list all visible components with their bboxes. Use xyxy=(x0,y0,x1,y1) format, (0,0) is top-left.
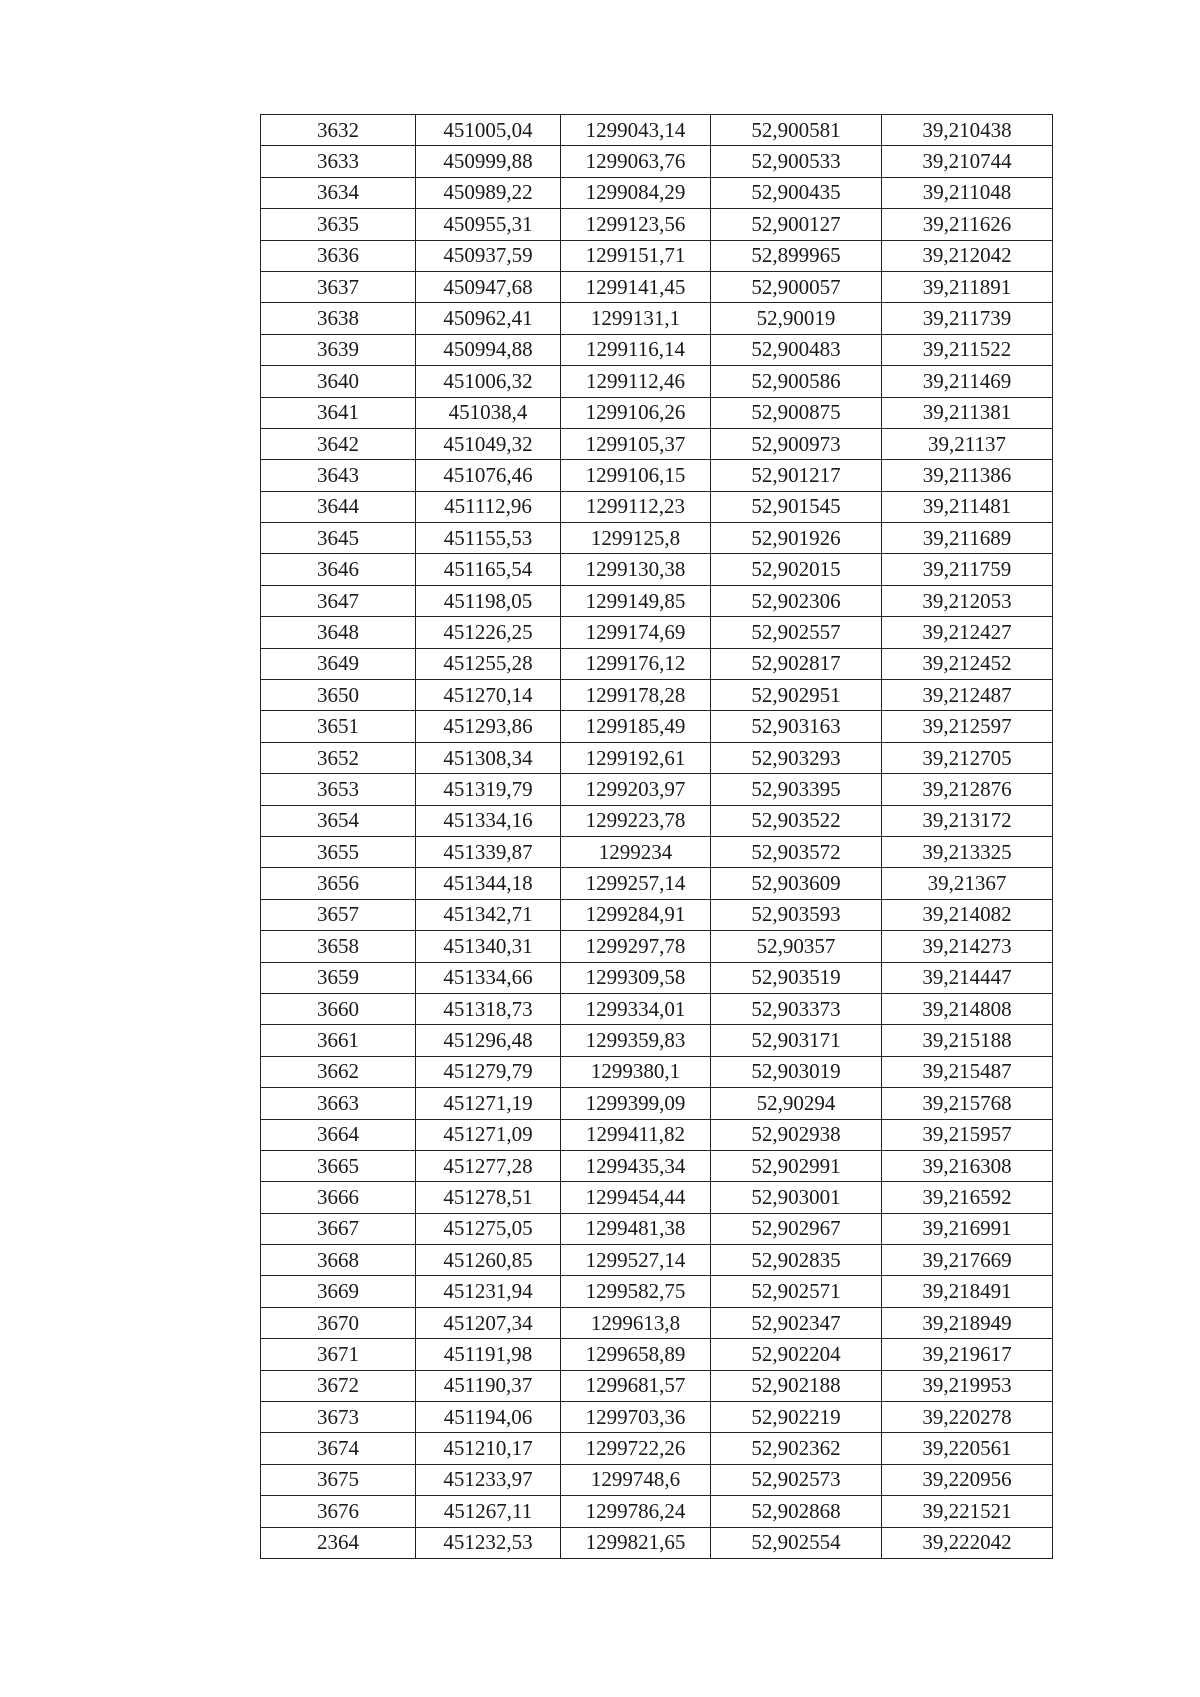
longitude-cell: 39,211386 xyxy=(882,460,1053,491)
latitude-cell: 52,900875 xyxy=(711,397,882,428)
table-row xyxy=(261,334,1053,365)
x-coordinate-cell: 451231,94 xyxy=(416,1276,561,1307)
latitude-cell: 52,902219 xyxy=(711,1402,882,1433)
longitude-cell: 39,21137 xyxy=(882,428,1053,459)
y-coordinate-cell: 1299149,85 xyxy=(561,585,711,616)
y-coordinate-cell: 1299176,12 xyxy=(561,648,711,679)
y-coordinate-cell: 1299309,58 xyxy=(561,962,711,993)
latitude-cell: 52,900581 xyxy=(711,115,882,146)
table-row xyxy=(261,460,1053,491)
point-number-cell: 3658 xyxy=(261,931,416,962)
x-coordinate-cell: 451165,54 xyxy=(416,554,561,585)
longitude-cell: 39,214808 xyxy=(882,993,1053,1024)
point-number-cell: 3649 xyxy=(261,648,416,679)
x-coordinate-cell: 450962,41 xyxy=(416,303,561,334)
latitude-cell: 52,903572 xyxy=(711,836,882,867)
longitude-cell: 39,211689 xyxy=(882,523,1053,554)
longitude-cell: 39,211891 xyxy=(882,271,1053,302)
table-row xyxy=(261,711,1053,742)
table-row xyxy=(261,1245,1053,1276)
latitude-cell: 52,902347 xyxy=(711,1307,882,1338)
x-coordinate-cell: 451005,04 xyxy=(416,115,561,146)
y-coordinate-cell: 1299821,65 xyxy=(561,1527,711,1558)
y-coordinate-cell: 1299234 xyxy=(561,836,711,867)
y-coordinate-cell: 1299284,91 xyxy=(561,899,711,930)
longitude-cell: 39,218491 xyxy=(882,1276,1053,1307)
longitude-cell: 39,212705 xyxy=(882,742,1053,773)
longitude-cell: 39,211626 xyxy=(882,209,1053,240)
point-number-cell: 3652 xyxy=(261,742,416,773)
point-number-cell: 3667 xyxy=(261,1213,416,1244)
point-number-cell: 3659 xyxy=(261,962,416,993)
point-number-cell: 3641 xyxy=(261,397,416,428)
y-coordinate-cell: 1299123,56 xyxy=(561,209,711,240)
longitude-cell: 39,212487 xyxy=(882,680,1053,711)
x-coordinate-cell: 451339,87 xyxy=(416,836,561,867)
point-number-cell: 3657 xyxy=(261,899,416,930)
point-number-cell: 3632 xyxy=(261,115,416,146)
y-coordinate-cell: 1299454,44 xyxy=(561,1182,711,1213)
x-coordinate-cell: 451194,06 xyxy=(416,1402,561,1433)
y-coordinate-cell: 1299582,75 xyxy=(561,1276,711,1307)
x-coordinate-cell: 451006,32 xyxy=(416,366,561,397)
x-coordinate-cell: 451267,11 xyxy=(416,1496,561,1527)
latitude-cell: 52,902573 xyxy=(711,1464,882,1495)
x-coordinate-cell: 451271,19 xyxy=(416,1088,561,1119)
point-number-cell: 3647 xyxy=(261,585,416,616)
point-number-cell: 3645 xyxy=(261,523,416,554)
latitude-cell: 52,900973 xyxy=(711,428,882,459)
point-number-cell: 3671 xyxy=(261,1339,416,1370)
point-number-cell: 3656 xyxy=(261,868,416,899)
longitude-cell: 39,211522 xyxy=(882,334,1053,365)
longitude-cell: 39,21367 xyxy=(882,868,1053,899)
x-coordinate-cell: 451210,17 xyxy=(416,1433,561,1464)
y-coordinate-cell: 1299106,15 xyxy=(561,460,711,491)
x-coordinate-cell: 451207,34 xyxy=(416,1307,561,1338)
latitude-cell: 52,901217 xyxy=(711,460,882,491)
latitude-cell: 52,903171 xyxy=(711,1025,882,1056)
longitude-cell: 39,213172 xyxy=(882,805,1053,836)
point-number-cell: 3636 xyxy=(261,240,416,271)
point-number-cell: 3635 xyxy=(261,209,416,240)
table-row xyxy=(261,554,1053,585)
point-number-cell: 3640 xyxy=(261,366,416,397)
table-row xyxy=(261,648,1053,679)
table-row xyxy=(261,1119,1053,1150)
longitude-cell: 39,216308 xyxy=(882,1150,1053,1181)
longitude-cell: 39,211759 xyxy=(882,554,1053,585)
y-coordinate-cell: 1299105,37 xyxy=(561,428,711,459)
y-coordinate-cell: 1299043,14 xyxy=(561,115,711,146)
y-coordinate-cell: 1299257,14 xyxy=(561,868,711,899)
x-coordinate-cell: 451308,34 xyxy=(416,742,561,773)
x-coordinate-cell: 450999,88 xyxy=(416,146,561,177)
y-coordinate-cell: 1299786,24 xyxy=(561,1496,711,1527)
x-coordinate-cell: 451255,28 xyxy=(416,648,561,679)
y-coordinate-cell: 1299131,1 xyxy=(561,303,711,334)
longitude-cell: 39,220561 xyxy=(882,1433,1053,1464)
y-coordinate-cell: 1299411,82 xyxy=(561,1119,711,1150)
table-row xyxy=(261,1370,1053,1401)
table-row xyxy=(261,523,1053,554)
x-coordinate-cell: 451319,79 xyxy=(416,774,561,805)
latitude-cell: 52,903593 xyxy=(711,899,882,930)
latitude-cell: 52,900483 xyxy=(711,334,882,365)
table-row xyxy=(261,1307,1053,1338)
longitude-cell: 39,210438 xyxy=(882,115,1053,146)
table-row xyxy=(261,1527,1053,1558)
table-row xyxy=(261,428,1053,459)
x-coordinate-cell: 451270,14 xyxy=(416,680,561,711)
x-coordinate-cell: 450994,88 xyxy=(416,334,561,365)
x-coordinate-cell: 451275,05 xyxy=(416,1213,561,1244)
y-coordinate-cell: 1299151,71 xyxy=(561,240,711,271)
point-number-cell: 3637 xyxy=(261,271,416,302)
table-row xyxy=(261,209,1053,240)
x-coordinate-cell: 450947,68 xyxy=(416,271,561,302)
y-coordinate-cell: 1299116,14 xyxy=(561,334,711,365)
latitude-cell: 52,903519 xyxy=(711,962,882,993)
point-number-cell: 3675 xyxy=(261,1464,416,1495)
x-coordinate-cell: 451190,37 xyxy=(416,1370,561,1401)
latitude-cell: 52,902571 xyxy=(711,1276,882,1307)
table-row xyxy=(261,993,1053,1024)
longitude-cell: 39,211381 xyxy=(882,397,1053,428)
longitude-cell: 39,214447 xyxy=(882,962,1053,993)
latitude-cell: 52,90294 xyxy=(711,1088,882,1119)
x-coordinate-cell: 451155,53 xyxy=(416,523,561,554)
latitude-cell: 52,902951 xyxy=(711,680,882,711)
y-coordinate-cell: 1299125,8 xyxy=(561,523,711,554)
y-coordinate-cell: 1299359,83 xyxy=(561,1025,711,1056)
point-number-cell: 3642 xyxy=(261,428,416,459)
latitude-cell: 52,902967 xyxy=(711,1213,882,1244)
table-row xyxy=(261,962,1053,993)
table-row xyxy=(261,1088,1053,1119)
latitude-cell: 52,900586 xyxy=(711,366,882,397)
latitude-cell: 52,901926 xyxy=(711,523,882,554)
longitude-cell: 39,211739 xyxy=(882,303,1053,334)
point-number-cell: 2364 xyxy=(261,1527,416,1558)
y-coordinate-cell: 1299203,97 xyxy=(561,774,711,805)
y-coordinate-cell: 1299112,23 xyxy=(561,491,711,522)
y-coordinate-cell: 1299297,78 xyxy=(561,931,711,962)
table-row xyxy=(261,1402,1053,1433)
table-row xyxy=(261,742,1053,773)
point-number-cell: 3643 xyxy=(261,460,416,491)
y-coordinate-cell: 1299722,26 xyxy=(561,1433,711,1464)
y-coordinate-cell: 1299192,61 xyxy=(561,742,711,773)
latitude-cell: 52,903522 xyxy=(711,805,882,836)
latitude-cell: 52,900127 xyxy=(711,209,882,240)
table-row xyxy=(261,303,1053,334)
longitude-cell: 39,212597 xyxy=(882,711,1053,742)
latitude-cell: 52,902015 xyxy=(711,554,882,585)
latitude-cell: 52,902204 xyxy=(711,1339,882,1370)
y-coordinate-cell: 1299399,09 xyxy=(561,1088,711,1119)
x-coordinate-cell: 451112,96 xyxy=(416,491,561,522)
table-row xyxy=(261,585,1053,616)
table-row xyxy=(261,240,1053,271)
table-row xyxy=(261,491,1053,522)
y-coordinate-cell: 1299141,45 xyxy=(561,271,711,302)
latitude-cell: 52,902306 xyxy=(711,585,882,616)
x-coordinate-cell: 451049,32 xyxy=(416,428,561,459)
longitude-cell: 39,216991 xyxy=(882,1213,1053,1244)
latitude-cell: 52,902554 xyxy=(711,1527,882,1558)
coordinates-table xyxy=(260,114,1053,1559)
latitude-cell: 52,900057 xyxy=(711,271,882,302)
coordinates-table-body xyxy=(261,115,1053,1559)
table-row xyxy=(261,1150,1053,1181)
table-row xyxy=(261,1025,1053,1056)
point-number-cell: 3673 xyxy=(261,1402,416,1433)
longitude-cell: 39,214082 xyxy=(882,899,1053,930)
table-row xyxy=(261,366,1053,397)
table-row xyxy=(261,1433,1053,1464)
latitude-cell: 52,902362 xyxy=(711,1433,882,1464)
table-row xyxy=(261,931,1053,962)
latitude-cell: 52,902991 xyxy=(711,1150,882,1181)
x-coordinate-cell: 451344,18 xyxy=(416,868,561,899)
table-row xyxy=(261,146,1053,177)
point-number-cell: 3633 xyxy=(261,146,416,177)
point-number-cell: 3646 xyxy=(261,554,416,585)
y-coordinate-cell: 1299084,29 xyxy=(561,177,711,208)
table-row xyxy=(261,271,1053,302)
x-coordinate-cell: 450937,59 xyxy=(416,240,561,271)
y-coordinate-cell: 1299334,01 xyxy=(561,993,711,1024)
point-number-cell: 3674 xyxy=(261,1433,416,1464)
table-row xyxy=(261,899,1053,930)
table-row xyxy=(261,1339,1053,1370)
y-coordinate-cell: 1299681,57 xyxy=(561,1370,711,1401)
point-number-cell: 3666 xyxy=(261,1182,416,1213)
longitude-cell: 39,222042 xyxy=(882,1527,1053,1558)
longitude-cell: 39,212427 xyxy=(882,617,1053,648)
x-coordinate-cell: 451340,31 xyxy=(416,931,561,962)
table-row xyxy=(261,805,1053,836)
point-number-cell: 3662 xyxy=(261,1056,416,1087)
latitude-cell: 52,903019 xyxy=(711,1056,882,1087)
y-coordinate-cell: 1299106,26 xyxy=(561,397,711,428)
latitude-cell: 52,902938 xyxy=(711,1119,882,1150)
table-row xyxy=(261,1464,1053,1495)
point-number-cell: 3639 xyxy=(261,334,416,365)
y-coordinate-cell: 1299380,1 xyxy=(561,1056,711,1087)
longitude-cell: 39,215487 xyxy=(882,1056,1053,1087)
table-row xyxy=(261,397,1053,428)
y-coordinate-cell: 1299748,6 xyxy=(561,1464,711,1495)
y-coordinate-cell: 1299223,78 xyxy=(561,805,711,836)
longitude-cell: 39,217669 xyxy=(882,1245,1053,1276)
point-number-cell: 3644 xyxy=(261,491,416,522)
point-number-cell: 3650 xyxy=(261,680,416,711)
latitude-cell: 52,902188 xyxy=(711,1370,882,1401)
latitude-cell: 52,90357 xyxy=(711,931,882,962)
longitude-cell: 39,211048 xyxy=(882,177,1053,208)
x-coordinate-cell: 451277,28 xyxy=(416,1150,561,1181)
x-coordinate-cell: 451198,05 xyxy=(416,585,561,616)
point-number-cell: 3638 xyxy=(261,303,416,334)
y-coordinate-cell: 1299063,76 xyxy=(561,146,711,177)
longitude-cell: 39,211481 xyxy=(882,491,1053,522)
table-row xyxy=(261,774,1053,805)
table-row xyxy=(261,1182,1053,1213)
x-coordinate-cell: 451076,46 xyxy=(416,460,561,491)
y-coordinate-cell: 1299174,69 xyxy=(561,617,711,648)
latitude-cell: 52,901545 xyxy=(711,491,882,522)
x-coordinate-cell: 450989,22 xyxy=(416,177,561,208)
y-coordinate-cell: 1299130,38 xyxy=(561,554,711,585)
point-number-cell: 3670 xyxy=(261,1307,416,1338)
point-number-cell: 3654 xyxy=(261,805,416,836)
longitude-cell: 39,218949 xyxy=(882,1307,1053,1338)
point-number-cell: 3653 xyxy=(261,774,416,805)
table-row xyxy=(261,1213,1053,1244)
y-coordinate-cell: 1299613,8 xyxy=(561,1307,711,1338)
latitude-cell: 52,899965 xyxy=(711,240,882,271)
y-coordinate-cell: 1299703,36 xyxy=(561,1402,711,1433)
point-number-cell: 3665 xyxy=(261,1150,416,1181)
latitude-cell: 52,903395 xyxy=(711,774,882,805)
longitude-cell: 39,215768 xyxy=(882,1088,1053,1119)
latitude-cell: 52,902868 xyxy=(711,1496,882,1527)
latitude-cell: 52,900533 xyxy=(711,146,882,177)
longitude-cell: 39,216592 xyxy=(882,1182,1053,1213)
longitude-cell: 39,221521 xyxy=(882,1496,1053,1527)
x-coordinate-cell: 451038,4 xyxy=(416,397,561,428)
x-coordinate-cell: 451334,16 xyxy=(416,805,561,836)
longitude-cell: 39,212042 xyxy=(882,240,1053,271)
latitude-cell: 52,903293 xyxy=(711,742,882,773)
point-number-cell: 3634 xyxy=(261,177,416,208)
point-number-cell: 3655 xyxy=(261,836,416,867)
latitude-cell: 52,903373 xyxy=(711,993,882,1024)
table-row xyxy=(261,617,1053,648)
x-coordinate-cell: 451318,73 xyxy=(416,993,561,1024)
longitude-cell: 39,219617 xyxy=(882,1339,1053,1370)
longitude-cell: 39,214273 xyxy=(882,931,1053,962)
x-coordinate-cell: 451260,85 xyxy=(416,1245,561,1276)
x-coordinate-cell: 451271,09 xyxy=(416,1119,561,1150)
x-coordinate-cell: 451279,79 xyxy=(416,1056,561,1087)
table-row xyxy=(261,115,1053,146)
point-number-cell: 3664 xyxy=(261,1119,416,1150)
longitude-cell: 39,220278 xyxy=(882,1402,1053,1433)
longitude-cell: 39,213325 xyxy=(882,836,1053,867)
table-row xyxy=(261,1056,1053,1087)
longitude-cell: 39,212053 xyxy=(882,585,1053,616)
point-number-cell: 3672 xyxy=(261,1370,416,1401)
table-row xyxy=(261,1496,1053,1527)
x-coordinate-cell: 451334,66 xyxy=(416,962,561,993)
y-coordinate-cell: 1299185,49 xyxy=(561,711,711,742)
table-row xyxy=(261,836,1053,867)
latitude-cell: 52,903163 xyxy=(711,711,882,742)
latitude-cell: 52,902835 xyxy=(711,1245,882,1276)
latitude-cell: 52,903609 xyxy=(711,868,882,899)
latitude-cell: 52,90019 xyxy=(711,303,882,334)
longitude-cell: 39,215188 xyxy=(882,1025,1053,1056)
point-number-cell: 3660 xyxy=(261,993,416,1024)
table-row xyxy=(261,177,1053,208)
longitude-cell: 39,210744 xyxy=(882,146,1053,177)
point-number-cell: 3663 xyxy=(261,1088,416,1119)
x-coordinate-cell: 451342,71 xyxy=(416,899,561,930)
x-coordinate-cell: 451293,86 xyxy=(416,711,561,742)
point-number-cell: 3676 xyxy=(261,1496,416,1527)
y-coordinate-cell: 1299658,89 xyxy=(561,1339,711,1370)
y-coordinate-cell: 1299527,14 xyxy=(561,1245,711,1276)
table-row xyxy=(261,680,1053,711)
y-coordinate-cell: 1299481,38 xyxy=(561,1213,711,1244)
latitude-cell: 52,900435 xyxy=(711,177,882,208)
point-number-cell: 3648 xyxy=(261,617,416,648)
latitude-cell: 52,902557 xyxy=(711,617,882,648)
longitude-cell: 39,212876 xyxy=(882,774,1053,805)
longitude-cell: 39,211469 xyxy=(882,366,1053,397)
x-coordinate-cell: 451191,98 xyxy=(416,1339,561,1370)
x-coordinate-cell: 451278,51 xyxy=(416,1182,561,1213)
x-coordinate-cell: 451233,97 xyxy=(416,1464,561,1495)
y-coordinate-cell: 1299435,34 xyxy=(561,1150,711,1181)
longitude-cell: 39,219953 xyxy=(882,1370,1053,1401)
point-number-cell: 3669 xyxy=(261,1276,416,1307)
table-row xyxy=(261,868,1053,899)
table-row xyxy=(261,1276,1053,1307)
x-coordinate-cell: 450955,31 xyxy=(416,209,561,240)
longitude-cell: 39,220956 xyxy=(882,1464,1053,1495)
latitude-cell: 52,903001 xyxy=(711,1182,882,1213)
x-coordinate-cell: 451232,53 xyxy=(416,1527,561,1558)
point-number-cell: 3651 xyxy=(261,711,416,742)
longitude-cell: 39,212452 xyxy=(882,648,1053,679)
y-coordinate-cell: 1299178,28 xyxy=(561,680,711,711)
point-number-cell: 3661 xyxy=(261,1025,416,1056)
y-coordinate-cell: 1299112,46 xyxy=(561,366,711,397)
x-coordinate-cell: 451296,48 xyxy=(416,1025,561,1056)
point-number-cell: 3668 xyxy=(261,1245,416,1276)
longitude-cell: 39,215957 xyxy=(882,1119,1053,1150)
latitude-cell: 52,902817 xyxy=(711,648,882,679)
x-coordinate-cell: 451226,25 xyxy=(416,617,561,648)
